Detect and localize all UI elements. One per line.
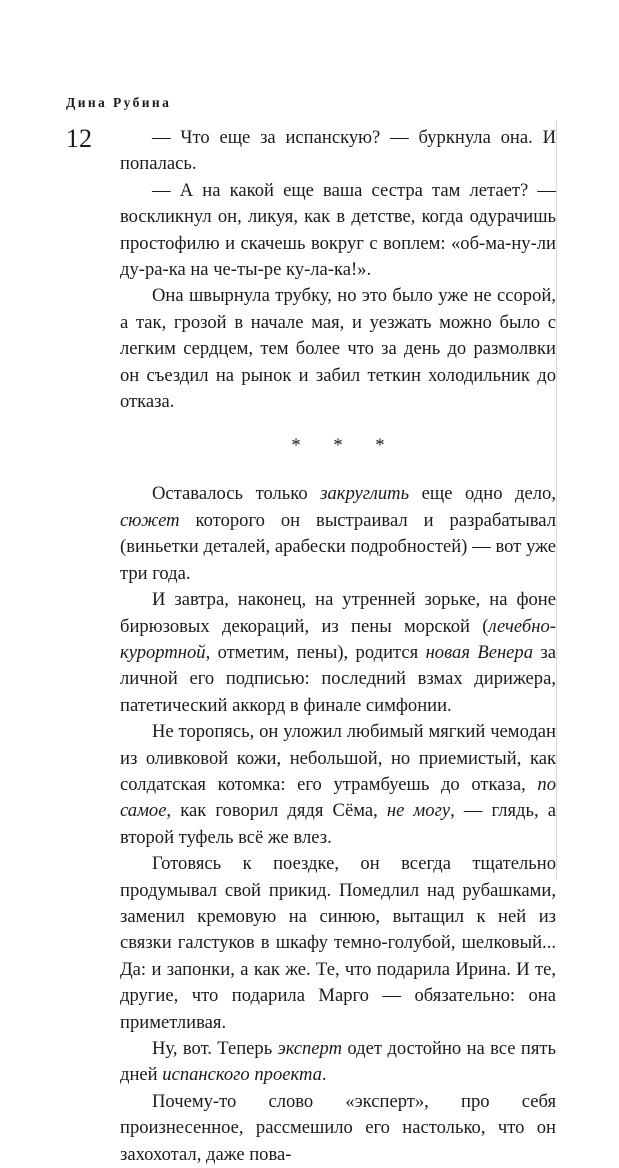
text-run: Не торопясь, он уложил любимый мягкий чемодан из оливковой кожи, небольшой, но приемистый, как солдатская котомка: его утрамбуешь до отказа,	[120, 721, 556, 795]
running-head-author: Дина Рубина	[66, 95, 172, 110]
text-run: Ну, вот. Теперь	[152, 1038, 278, 1059]
emphasis: новая Венера	[425, 641, 534, 663]
paragraph: Почему-то слово «эксперт», про себя произнесенное, рассмешило его настолько, что он захохотал, даже пова-	[120, 1090, 556, 1165]
page-edge-rule	[556, 120, 557, 880]
text-run: Оставалось только	[152, 483, 321, 505]
section-separator: * * *	[291, 435, 399, 457]
text-run: И завтра, наконец, на утренней зорьке, на фоне бирюзовых декораций, из пены морской (	[120, 589, 556, 637]
text-run: которого он выстраивал и разрабатывал (виньетки деталей, арабески подробностей) — вот уже три года.	[120, 509, 556, 584]
emphasis: сюжет	[120, 509, 180, 531]
paragraph	[120, 587, 556, 719]
text-run: , отметим, пены), родится	[205, 641, 426, 663]
emphasis: не могу	[386, 800, 451, 822]
paragraph: — А на какой еще ваша сестра там летает? — воскликнул он, ликуя, как в детстве, когда одурачишь простофилю и скачешь вокруг с воплем: «об-ма-ну-ли ду-ра-ка на че-ты-ре ку-ла-ка!».	[120, 179, 556, 281]
text-run: одет достойно на все пять дней	[120, 1038, 557, 1086]
paragraph: Готовясь к поездке, он всегда тщательно продумывал свой прикид. Помедлил над рубашками, заменил кремовую на синюю, вытащил к ней из связки галстуков в шкафу темно-голубой, шелковый... Да: и запонки, а как же. Те, что подарила Ирина. И те, другие, что подарила Марго — обязательно: она приметливая.	[120, 853, 556, 1033]
text-run: , как говорил дядя Сёма,	[166, 800, 387, 822]
paragraph	[120, 719, 556, 851]
page-number: 12	[66, 124, 92, 153]
text-run: за личной его подписью: последний взмах дирижера, патетический аккорд в финале симфонии.	[120, 641, 557, 716]
paragraph	[120, 1036, 556, 1089]
emphasis: испанского проекта	[162, 1064, 322, 1086]
paragraph	[120, 481, 556, 587]
emphasis: по самое	[120, 773, 556, 822]
body-text	[120, 125, 556, 1168]
emphasis: лечебно-курортной	[120, 615, 556, 663]
paragraph: Она швырнула трубку, но это было уже не ссорой, а так, грозой в начале мая, и уезжать можно было с легким сердцем, тем более что за день до размолвки он съездил на рынок и забил теткин холодильник до отказа.	[120, 285, 556, 413]
emphasis: эксперт	[277, 1038, 343, 1059]
emphasis: закруглить	[320, 483, 410, 505]
text-run: , — глядь, а второй туфель всё же влез.	[120, 800, 556, 848]
text-run: .	[321, 1064, 327, 1086]
text-run: еще одно дело,	[409, 483, 556, 505]
paragraph: — Что еще за испанскую? — буркнула она. И попалась.	[120, 127, 556, 175]
